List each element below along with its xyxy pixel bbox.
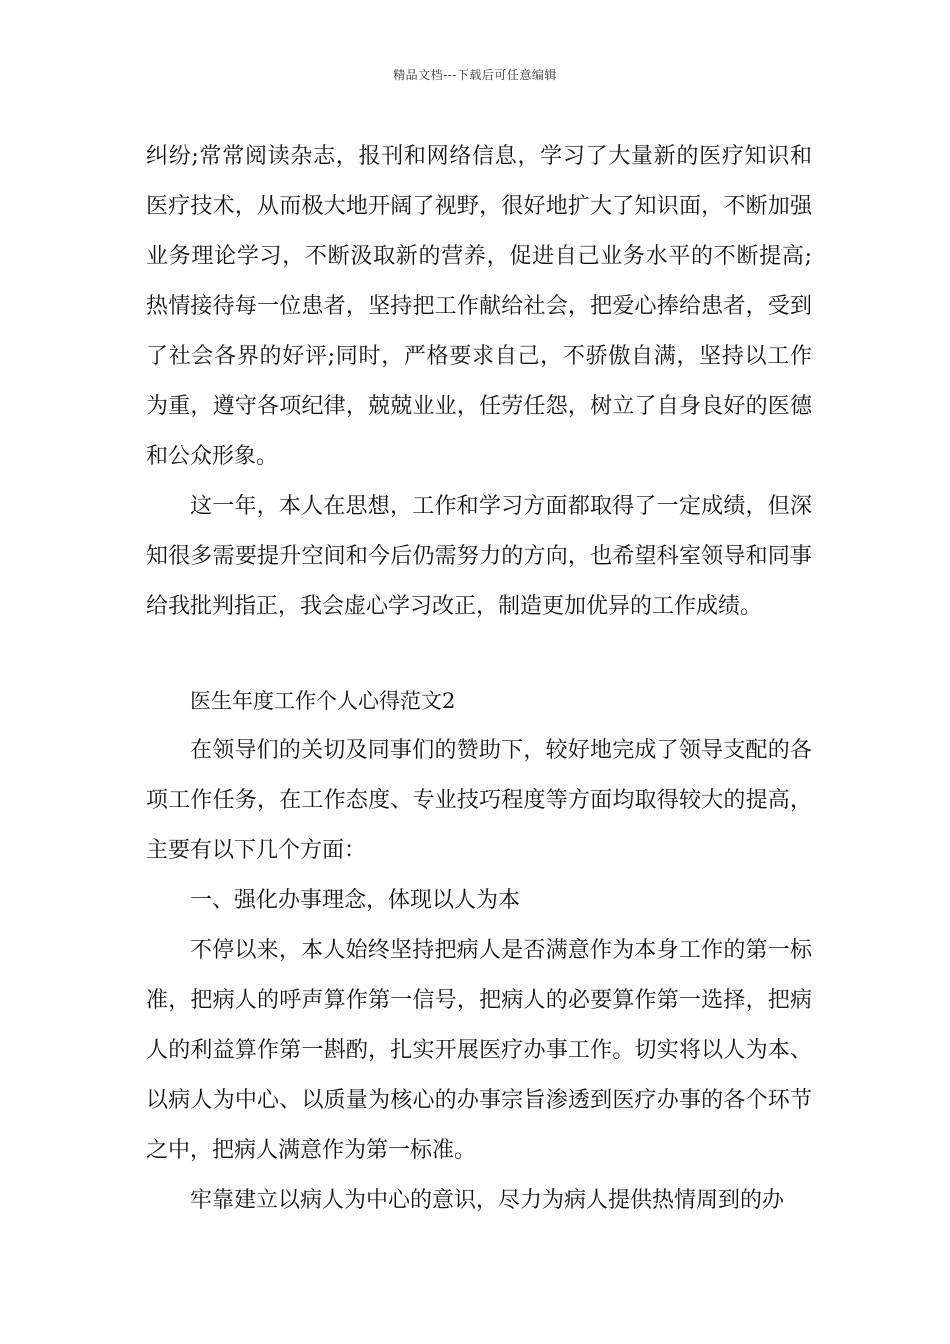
page-header: 精品文档---下载后可任意编辑 — [393, 68, 557, 82]
subheading: 一、强化办事理念，体现以人为本 — [190, 888, 521, 913]
paragraph-continuation: 纠纷;常常阅读杂志，报刊和网络信息，学习了大量新的医疗知识和医疗技术，从而极大地开阔了视野，很好地扩大了知识面，不断加强业务理论学习，不断汲取新的营养，促进自己业务水平的不断提高;热情接待每一位患者，坚持把工作献给社会，把爱心捧给患者，受到了社会各界的好评;同时，严格要求自己，不骄傲自满，坚持以工作为重，遵守各项纪律，兢兢业业，任劳任怨，树立了自身良好的医德和公众形象。 — [146, 144, 812, 469]
paragraph-body-continued: 牢靠建立以病人为中心的意识，尽力为病人提供热情周到的办 — [190, 1188, 785, 1213]
document-body — [146, 132, 812, 1226]
paragraph-spacer — [146, 632, 812, 676]
paragraph-body: 不停以来，本人始终坚持把病人是否满意作为本身工作的第一标准，把病人的呼声算作第一信号，把病人的必要算作第一选择，把病人的利益算作第一斟酌，扎实开展医疗办事工作。切实将以人为本、以病人为中心、以质量为核心的办事宗旨渗透到医疗办事的各个环节之中，把病人满意作为第一标准。 — [146, 938, 812, 1163]
paragraph-summary: 这一年，本人在思想，工作和学习方面都取得了一定成绩，但深知很多需要提升空间和今后仍需努力的方向，也希望科室领导和同事给我批判指正，我会虚心学习改正，制造更加优异的工作成绩。 — [146, 494, 812, 619]
paragraph-intro: 在领导们的关切及同事们的赞助下，较好地完成了领导支配的各项工作任务，在工作态度、专业技巧程度等方面均取得较大的提高，主要有以下几个方面： — [146, 738, 812, 863]
section-title: 医生年度工作个人心得范文2 — [190, 689, 456, 713]
